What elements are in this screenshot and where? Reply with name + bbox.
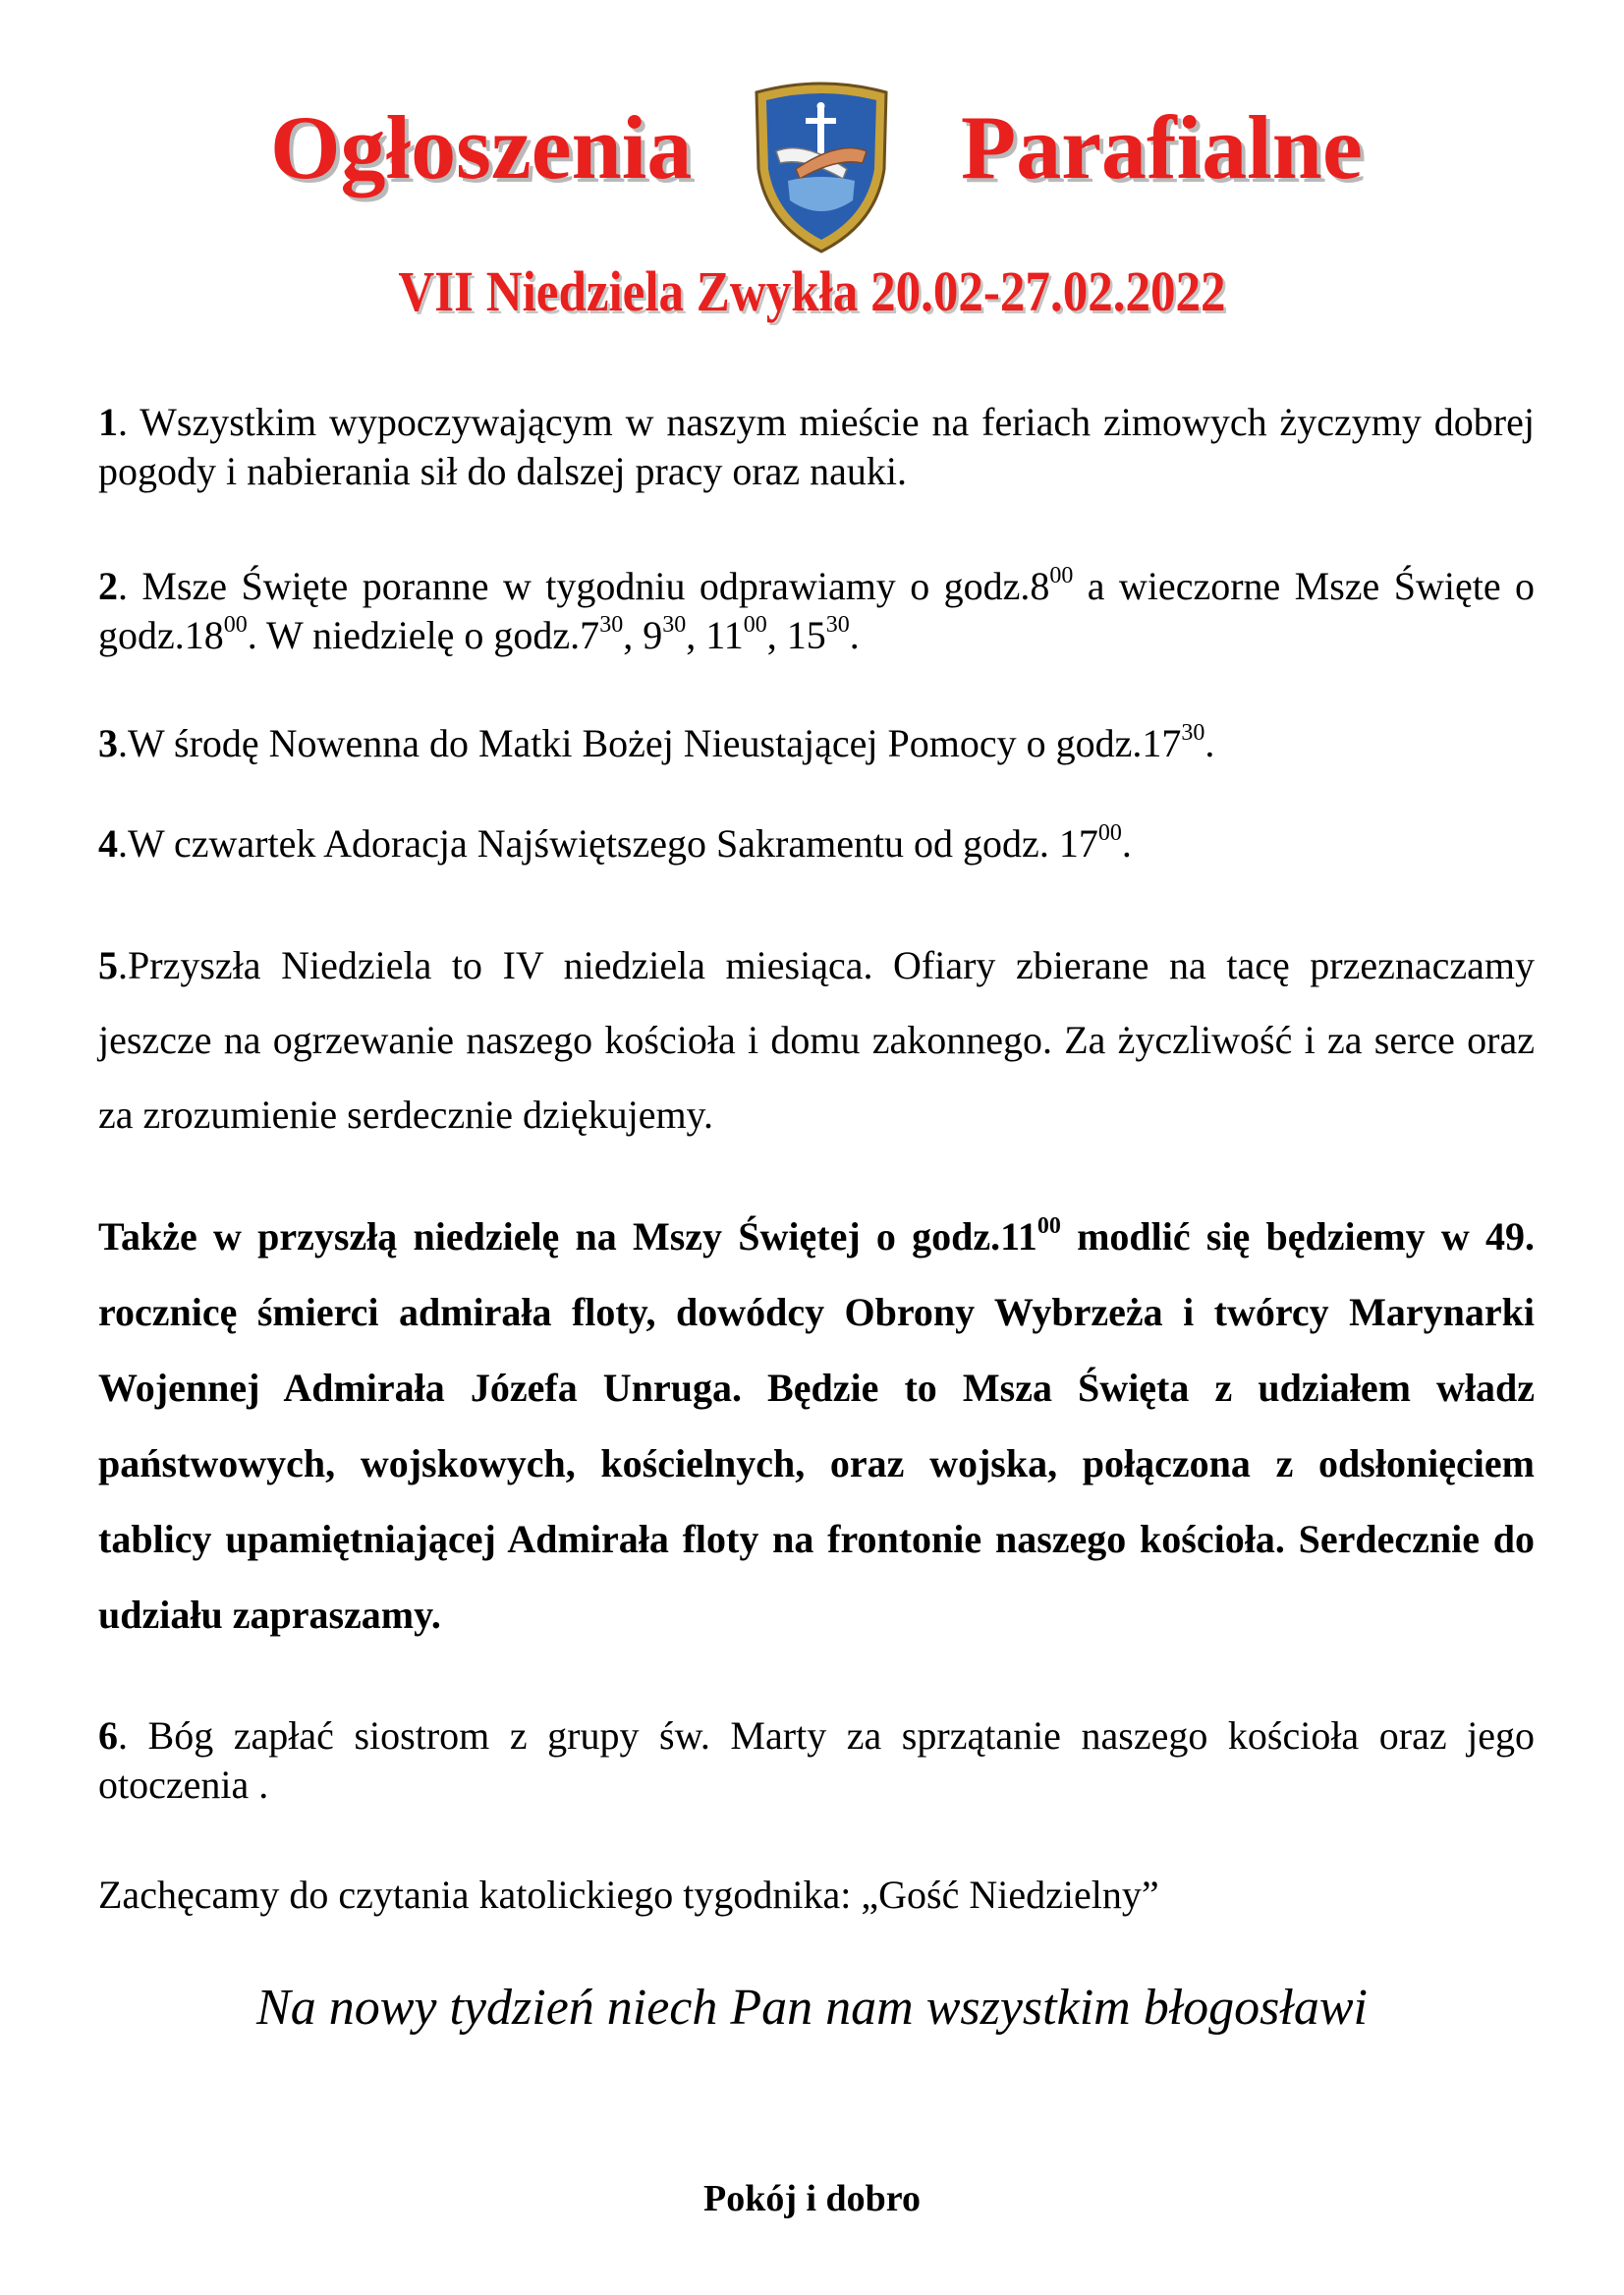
time-superscript: 30	[1181, 719, 1205, 746]
announcement-2	[98, 562, 1535, 660]
announcement-text: .W czwartek Adoracja Najświętszego Sakramentu od godz. 17	[118, 821, 1098, 866]
subtitle: VII Niedziela Zwykła 20.02-27.02.2022	[398, 259, 1226, 323]
announcement-text: , 11	[686, 613, 744, 657]
announcement-text: .Przyszła Niedziela to IV niedziela miesiąca. Ofiary zbierane na tacę przeznaczamy jeszcze na ogrzewanie naszego kościoła i domu zakonnego. Za życzliwość i za serce oraz za zrozumienie serdecznie dziękujemy.	[98, 943, 1535, 1137]
announcement-text: .	[1121, 821, 1132, 866]
announcement-number: 5	[98, 943, 118, 987]
franciscan-coat-of-arms-icon	[749, 79, 894, 255]
announcement-text: . W niedzielę o godz.7	[247, 613, 600, 657]
announcement-text: , 9	[623, 613, 663, 657]
announcement-text: .	[1204, 721, 1215, 765]
announcement-text: .	[849, 613, 860, 657]
time-superscript: 30	[825, 611, 850, 638]
header	[0, 59, 1624, 255]
announcement-3	[98, 719, 1535, 768]
announcement-text: modlić się będziemy w 49. rocznicę śmierci admirała floty, dowódcy Obrony Wybrzeża i twórcy Marynarki Wojennej Admirała Józefa Unruga. Będzie to Msza Święta z udziałem władz państwowych, wojskowych, kościelnych, oraz wojska, połączona z odsłonięciem tablicy upamiętniającej Admirała floty na frontonie naszego kościoła. Serdecznie do udziału zapraszamy.	[98, 1214, 1535, 1637]
announcement-number: 3	[98, 721, 118, 765]
announcement-text: . Bóg zapłać siostrom z grupy św. Marty za sprzątanie naszego kościoła oraz jego otoczenia .	[98, 1713, 1535, 1807]
announcement-4	[98, 819, 1535, 868]
announcement-text: Zachęcamy do czytania katolickiego tygodnika: „Gość Niedzielny”	[98, 1873, 1159, 1917]
time-superscript: 00	[743, 611, 767, 638]
announcement-7	[98, 1871, 1535, 1920]
announcement-5	[98, 928, 1535, 1152]
time-superscript: 00	[1036, 1212, 1061, 1239]
time-superscript: 00	[223, 611, 248, 638]
time-superscript: 00	[1049, 562, 1074, 588]
announcement-number: 6	[98, 1713, 118, 1758]
announcement-number: 2	[98, 564, 118, 608]
time-superscript: 30	[662, 611, 687, 638]
announcement-text: .W środę Nowenna do Matki Bożej Nieustającej Pomocy o godz.17	[118, 721, 1182, 765]
announcement-text: . Msze Święte poranne w tygodniu odprawiamy o godz.8	[118, 564, 1050, 608]
announcement-5-bold	[98, 1199, 1535, 1652]
announcement-number: 1	[98, 400, 118, 444]
announcement-number: 4	[98, 821, 118, 866]
closing-blessing: Na nowy tydzień niech Pan nam wszystkim błogosławi	[256, 1980, 1368, 2036]
footer-greeting: Pokój i dobro	[702, 2178, 921, 2219]
title-right: Parafialne	[961, 97, 1363, 197]
title-left: Ogłoszenia	[270, 97, 693, 197]
announcement-text: , 15	[766, 613, 826, 657]
time-superscript: 00	[1097, 819, 1122, 846]
announcement-1	[98, 398, 1535, 496]
announcement-text: a wieczorne Msze Święte o godz.18	[98, 564, 1535, 657]
announcement-text: . Wszystkim wypoczywającym w naszym mieście na feriach zimowych życzymy dobrej pogody i nabierania sił do dalszej pracy oraz nauki.	[98, 400, 1535, 493]
time-superscript: 30	[599, 611, 624, 638]
announcement-6	[98, 1711, 1535, 1810]
announcement-text: Także w przyszłą niedzielę na Mszy Świętej o godz.11	[98, 1214, 1037, 1259]
